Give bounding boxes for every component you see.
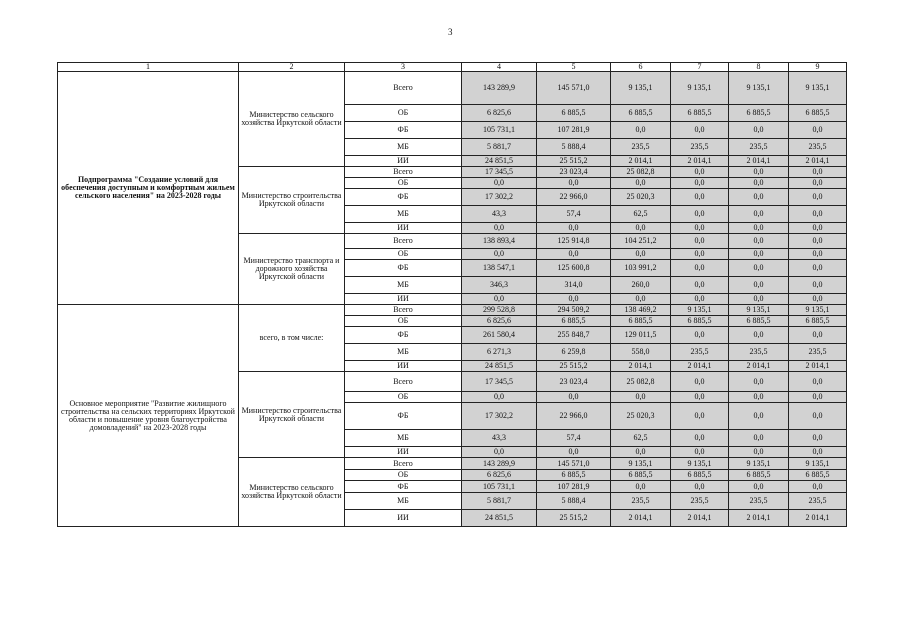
amount-cell: 0,0 bbox=[671, 260, 729, 277]
amount-cell: 6 885,5 bbox=[537, 105, 611, 122]
amount-cell: 143 289,9 bbox=[462, 72, 537, 105]
amount-cell: 6 885,5 bbox=[611, 470, 671, 481]
amount-cell: 2 014,1 bbox=[729, 156, 789, 167]
amount-cell: 24 851,5 bbox=[462, 156, 537, 167]
amount-cell: 0,0 bbox=[671, 206, 729, 223]
amount-cell: 0,0 bbox=[789, 327, 847, 344]
column-header: 1 bbox=[58, 63, 239, 72]
amount-cell: 17 345,5 bbox=[462, 167, 537, 178]
amount-cell: 0,0 bbox=[537, 178, 611, 189]
amount-cell: 24 851,5 bbox=[462, 510, 537, 527]
amount-cell: 6 885,5 bbox=[611, 316, 671, 327]
amount-cell: 103 991,2 bbox=[611, 260, 671, 277]
amount-cell: 0,0 bbox=[671, 403, 729, 430]
amount-cell: 0,0 bbox=[729, 392, 789, 403]
amount-cell: 0,0 bbox=[462, 178, 537, 189]
executor-name-cell: Министерство строительства Иркутской области bbox=[239, 167, 345, 234]
amount-cell: 0,0 bbox=[729, 206, 789, 223]
amount-cell: 2 014,1 bbox=[789, 361, 847, 372]
amount-cell: 235,5 bbox=[671, 344, 729, 361]
funding-source-cell: Всего bbox=[345, 372, 462, 392]
amount-cell: 6 885,5 bbox=[789, 105, 847, 122]
amount-cell: 2 014,1 bbox=[789, 156, 847, 167]
amount-cell: 143 289,9 bbox=[462, 458, 537, 470]
funding-source-cell: ФБ bbox=[345, 189, 462, 206]
funding-source-cell: Всего bbox=[345, 234, 462, 249]
amount-cell: 0,0 bbox=[789, 122, 847, 139]
amount-cell: 0,0 bbox=[671, 178, 729, 189]
amount-cell: 6 825,6 bbox=[462, 316, 537, 327]
amount-cell: 6 885,5 bbox=[671, 470, 729, 481]
amount-cell: 260,0 bbox=[611, 277, 671, 294]
amount-cell: 125 600,8 bbox=[537, 260, 611, 277]
amount-cell: 6 885,5 bbox=[537, 316, 611, 327]
amount-cell: 0,0 bbox=[729, 327, 789, 344]
amount-cell: 22 966,0 bbox=[537, 403, 611, 430]
amount-cell: 6 259,8 bbox=[537, 344, 611, 361]
executor-name-cell: Министерство транспорта и дорожного хозяйства Иркутской области bbox=[239, 234, 345, 305]
amount-cell: 5 881,7 bbox=[462, 493, 537, 510]
funding-source-cell: Всего bbox=[345, 72, 462, 105]
table-row bbox=[58, 72, 847, 105]
amount-cell: 9 135,1 bbox=[671, 72, 729, 105]
funding-source-cell: МБ bbox=[345, 430, 462, 447]
funding-source-cell: Всего bbox=[345, 305, 462, 316]
amount-cell: 235,5 bbox=[671, 493, 729, 510]
amount-cell: 0,0 bbox=[789, 481, 847, 493]
amount-cell: 0,0 bbox=[729, 223, 789, 234]
amount-cell: 0,0 bbox=[729, 234, 789, 249]
funding-source-cell: ОБ bbox=[345, 249, 462, 260]
amount-cell: 5 888,4 bbox=[537, 139, 611, 156]
amount-cell: 9 135,1 bbox=[611, 458, 671, 470]
amount-cell: 9 135,1 bbox=[789, 458, 847, 470]
amount-cell: 17 302,2 bbox=[462, 189, 537, 206]
amount-cell: 6 885,5 bbox=[729, 470, 789, 481]
executor-name-cell: Министерство строительства Иркутской области bbox=[239, 372, 345, 458]
amount-cell: 0,0 bbox=[789, 206, 847, 223]
column-header: 2 bbox=[239, 63, 345, 72]
amount-cell: 6 885,5 bbox=[611, 105, 671, 122]
amount-cell: 0,0 bbox=[671, 277, 729, 294]
amount-cell: 0,0 bbox=[671, 234, 729, 249]
amount-cell: 57,4 bbox=[537, 206, 611, 223]
executor-name-cell: всего, в том числе: bbox=[239, 305, 345, 372]
amount-cell: 0,0 bbox=[729, 481, 789, 493]
funding-source-cell: ФБ bbox=[345, 260, 462, 277]
amount-cell: 0,0 bbox=[671, 430, 729, 447]
column-header: 7 bbox=[671, 63, 729, 72]
amount-cell: 9 135,1 bbox=[789, 72, 847, 105]
column-header: 9 bbox=[789, 63, 847, 72]
amount-cell: 0,0 bbox=[671, 447, 729, 458]
funding-source-cell: ОБ bbox=[345, 178, 462, 189]
amount-cell: 0,0 bbox=[789, 260, 847, 277]
amount-cell: 235,5 bbox=[611, 139, 671, 156]
amount-cell: 25 515,2 bbox=[537, 156, 611, 167]
column-header: 3 bbox=[345, 63, 462, 72]
amount-cell: 299 528,8 bbox=[462, 305, 537, 316]
amount-cell: 105 731,1 bbox=[462, 481, 537, 493]
funding-source-cell: ИИ bbox=[345, 223, 462, 234]
amount-cell: 0,0 bbox=[729, 430, 789, 447]
amount-cell: 0,0 bbox=[789, 249, 847, 260]
amount-cell: 0,0 bbox=[789, 189, 847, 206]
amount-cell: 107 281,9 bbox=[537, 481, 611, 493]
amount-cell: 24 851,5 bbox=[462, 361, 537, 372]
funding-source-cell: ИИ bbox=[345, 156, 462, 167]
amount-cell: 0,0 bbox=[611, 122, 671, 139]
amount-cell: 314,0 bbox=[537, 277, 611, 294]
amount-cell: 0,0 bbox=[729, 277, 789, 294]
funding-source-cell: ФБ bbox=[345, 403, 462, 430]
amount-cell: 62,5 bbox=[611, 206, 671, 223]
amount-cell: 125 914,8 bbox=[537, 234, 611, 249]
amount-cell: 25 020,3 bbox=[611, 403, 671, 430]
funding-source-cell: ОБ bbox=[345, 105, 462, 122]
amount-cell: 235,5 bbox=[729, 344, 789, 361]
funding-source-cell: ФБ bbox=[345, 327, 462, 344]
table-row bbox=[58, 305, 847, 316]
amount-cell: 0,0 bbox=[671, 189, 729, 206]
funding-source-cell: ИИ bbox=[345, 294, 462, 305]
amount-cell: 0,0 bbox=[789, 403, 847, 430]
amount-cell: 0,0 bbox=[671, 167, 729, 178]
amount-cell: 0,0 bbox=[537, 249, 611, 260]
funding-source-cell: МБ bbox=[345, 139, 462, 156]
amount-cell: 9 135,1 bbox=[789, 305, 847, 316]
amount-cell: 0,0 bbox=[789, 447, 847, 458]
funding-source-cell: Всего bbox=[345, 458, 462, 470]
amount-cell: 2 014,1 bbox=[729, 510, 789, 527]
amount-cell: 2 014,1 bbox=[729, 361, 789, 372]
amount-cell: 9 135,1 bbox=[729, 72, 789, 105]
amount-cell: 0,0 bbox=[611, 294, 671, 305]
column-header-row bbox=[58, 63, 847, 72]
amount-cell: 107 281,9 bbox=[537, 122, 611, 139]
amount-cell: 25 515,2 bbox=[537, 510, 611, 527]
amount-cell: 0,0 bbox=[729, 122, 789, 139]
amount-cell: 6 885,5 bbox=[671, 105, 729, 122]
amount-cell: 0,0 bbox=[611, 481, 671, 493]
amount-cell: 346,3 bbox=[462, 277, 537, 294]
amount-cell: 43,3 bbox=[462, 430, 537, 447]
funding-source-cell: МБ bbox=[345, 206, 462, 223]
amount-cell: 5 881,7 bbox=[462, 139, 537, 156]
funding-source-cell: ИИ bbox=[345, 510, 462, 527]
amount-cell: 145 571,0 bbox=[537, 72, 611, 105]
amount-cell: 23 023,4 bbox=[537, 372, 611, 392]
amount-cell: 0,0 bbox=[462, 294, 537, 305]
amount-cell: 0,0 bbox=[789, 294, 847, 305]
table-body bbox=[58, 63, 847, 527]
funding-source-cell: ФБ bbox=[345, 481, 462, 493]
amount-cell: 9 135,1 bbox=[729, 305, 789, 316]
amount-cell: 0,0 bbox=[537, 447, 611, 458]
amount-cell: 2 014,1 bbox=[789, 510, 847, 527]
funding-source-cell: МБ bbox=[345, 493, 462, 510]
amount-cell: 25 082,8 bbox=[611, 167, 671, 178]
amount-cell: 0,0 bbox=[789, 234, 847, 249]
amount-cell: 22 966,0 bbox=[537, 189, 611, 206]
amount-cell: 25 020,3 bbox=[611, 189, 671, 206]
amount-cell: 129 011,5 bbox=[611, 327, 671, 344]
amount-cell: 0,0 bbox=[729, 167, 789, 178]
amount-cell: 6 825,6 bbox=[462, 105, 537, 122]
amount-cell: 0,0 bbox=[729, 372, 789, 392]
amount-cell: 0,0 bbox=[671, 294, 729, 305]
amount-cell: 0,0 bbox=[789, 372, 847, 392]
amount-cell: 17 345,5 bbox=[462, 372, 537, 392]
amount-cell: 0,0 bbox=[789, 392, 847, 403]
funding-source-cell: ФБ bbox=[345, 122, 462, 139]
amount-cell: 235,5 bbox=[611, 493, 671, 510]
amount-cell: 17 302,2 bbox=[462, 403, 537, 430]
amount-cell: 6 885,5 bbox=[729, 105, 789, 122]
amount-cell: 235,5 bbox=[789, 139, 847, 156]
amount-cell: 0,0 bbox=[729, 178, 789, 189]
amount-cell: 0,0 bbox=[671, 327, 729, 344]
page-number: 3 bbox=[448, 27, 453, 37]
amount-cell: 235,5 bbox=[789, 493, 847, 510]
amount-cell: 0,0 bbox=[537, 392, 611, 403]
column-header: 6 bbox=[611, 63, 671, 72]
amount-cell: 2 014,1 bbox=[611, 361, 671, 372]
amount-cell: 104 251,2 bbox=[611, 234, 671, 249]
amount-cell: 23 023,4 bbox=[537, 167, 611, 178]
program-name-cell: Подпрограмма "Создание условий для обеспечения доступным и комфортным жильем сельского населения" на 2023-2028 годы bbox=[58, 72, 239, 305]
amount-cell: 2 014,1 bbox=[611, 156, 671, 167]
funding-source-cell: ОБ bbox=[345, 316, 462, 327]
funding-source-cell: МБ bbox=[345, 277, 462, 294]
amount-cell: 0,0 bbox=[611, 249, 671, 260]
amount-cell: 0,0 bbox=[537, 294, 611, 305]
amount-cell: 25 082,8 bbox=[611, 372, 671, 392]
amount-cell: 138 469,2 bbox=[611, 305, 671, 316]
amount-cell: 0,0 bbox=[789, 178, 847, 189]
amount-cell: 0,0 bbox=[729, 260, 789, 277]
amount-cell: 9 135,1 bbox=[611, 72, 671, 105]
amount-cell: 2 014,1 bbox=[671, 156, 729, 167]
amount-cell: 0,0 bbox=[671, 392, 729, 403]
amount-cell: 6 885,5 bbox=[671, 316, 729, 327]
executor-name-cell: Министерство сельского хозяйства Иркутской области bbox=[239, 458, 345, 527]
amount-cell: 0,0 bbox=[671, 249, 729, 260]
amount-cell: 0,0 bbox=[789, 430, 847, 447]
amount-cell: 6 885,5 bbox=[729, 316, 789, 327]
amount-cell: 6 885,5 bbox=[789, 470, 847, 481]
funding-source-cell: Всего bbox=[345, 167, 462, 178]
amount-cell: 235,5 bbox=[729, 139, 789, 156]
amount-cell: 6 885,5 bbox=[537, 470, 611, 481]
funding-source-cell: ИИ bbox=[345, 361, 462, 372]
amount-cell: 2 014,1 bbox=[671, 361, 729, 372]
amount-cell: 6 271,3 bbox=[462, 344, 537, 361]
amount-cell: 0,0 bbox=[462, 249, 537, 260]
column-header: 8 bbox=[729, 63, 789, 72]
amount-cell: 0,0 bbox=[729, 294, 789, 305]
amount-cell: 0,0 bbox=[611, 392, 671, 403]
amount-cell: 0,0 bbox=[671, 372, 729, 392]
amount-cell: 9 135,1 bbox=[671, 458, 729, 470]
program-name-cell: Основное мероприятие "Развитие жилищного строительства на сельских территориях Иркутской области и повышение уровня благоустройства домовладений" на 2023-2028 годы bbox=[58, 305, 239, 527]
column-header: 4 bbox=[462, 63, 537, 72]
amount-cell: 0,0 bbox=[729, 403, 789, 430]
amount-cell: 0,0 bbox=[671, 223, 729, 234]
funding-source-cell: ОБ bbox=[345, 392, 462, 403]
funding-source-cell: ИИ bbox=[345, 447, 462, 458]
amount-cell: 0,0 bbox=[671, 481, 729, 493]
amount-cell: 145 571,0 bbox=[537, 458, 611, 470]
amount-cell: 0,0 bbox=[611, 178, 671, 189]
funding-source-cell: ОБ bbox=[345, 470, 462, 481]
amount-cell: 25 515,2 bbox=[537, 361, 611, 372]
amount-cell: 62,5 bbox=[611, 430, 671, 447]
amount-cell: 105 731,1 bbox=[462, 122, 537, 139]
amount-cell: 0,0 bbox=[611, 223, 671, 234]
amount-cell: 9 135,1 bbox=[729, 458, 789, 470]
amount-cell: 0,0 bbox=[729, 189, 789, 206]
amount-cell: 235,5 bbox=[671, 139, 729, 156]
amount-cell: 6 825,6 bbox=[462, 470, 537, 481]
amount-cell: 261 580,4 bbox=[462, 327, 537, 344]
amount-cell: 0,0 bbox=[789, 223, 847, 234]
amount-cell: 57,4 bbox=[537, 430, 611, 447]
amount-cell: 0,0 bbox=[729, 249, 789, 260]
amount-cell: 5 888,4 bbox=[537, 493, 611, 510]
amount-cell: 0,0 bbox=[789, 277, 847, 294]
amount-cell: 2 014,1 bbox=[611, 510, 671, 527]
amount-cell: 138 547,1 bbox=[462, 260, 537, 277]
amount-cell: 0,0 bbox=[789, 167, 847, 178]
amount-cell: 0,0 bbox=[671, 122, 729, 139]
column-header: 5 bbox=[537, 63, 611, 72]
amount-cell: 43,3 bbox=[462, 206, 537, 223]
amount-cell: 0,0 bbox=[537, 223, 611, 234]
amount-cell: 558,0 bbox=[611, 344, 671, 361]
amount-cell: 0,0 bbox=[462, 447, 537, 458]
amount-cell: 0,0 bbox=[729, 447, 789, 458]
amount-cell: 294 509,2 bbox=[537, 305, 611, 316]
executor-name-cell: Министерство сельского хозяйства Иркутской области bbox=[239, 72, 345, 167]
amount-cell: 0,0 bbox=[462, 392, 537, 403]
budget-table bbox=[57, 62, 847, 527]
amount-cell: 138 893,4 bbox=[462, 234, 537, 249]
amount-cell: 2 014,1 bbox=[671, 510, 729, 527]
amount-cell: 0,0 bbox=[611, 447, 671, 458]
funding-source-cell: МБ bbox=[345, 344, 462, 361]
amount-cell: 0,0 bbox=[462, 223, 537, 234]
amount-cell: 235,5 bbox=[729, 493, 789, 510]
amount-cell: 235,5 bbox=[789, 344, 847, 361]
amount-cell: 6 885,5 bbox=[789, 316, 847, 327]
amount-cell: 255 848,7 bbox=[537, 327, 611, 344]
amount-cell: 9 135,1 bbox=[671, 305, 729, 316]
